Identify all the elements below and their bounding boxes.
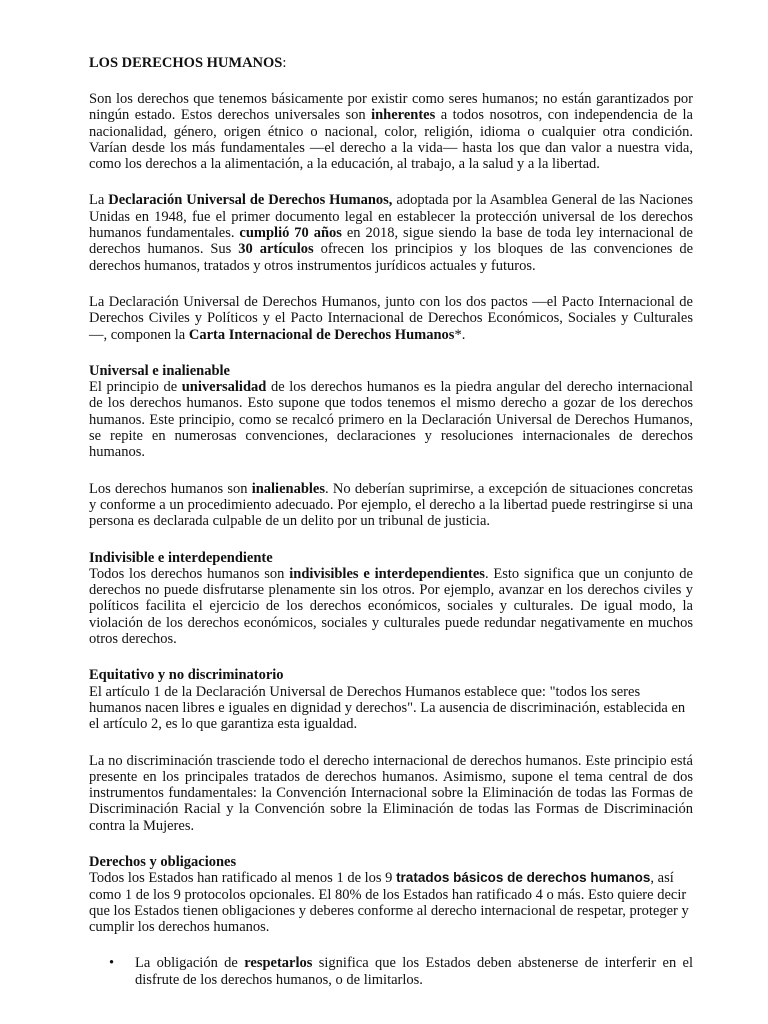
text-run: Todos los derechos humanos son — [89, 565, 290, 582]
text-run: La obligación de — [135, 955, 245, 972]
universal-paragraph-1 — [89, 379, 693, 460]
obligaciones-paragraph-1 — [89, 870, 693, 935]
section-heading: Equitativo y no discriminatorio — [89, 667, 284, 684]
bold-term: 30 artículos — [238, 241, 314, 258]
indivisible-paragraph-1 — [89, 566, 693, 647]
text-run: . Esto significa que un conjunto de derechos no puede disfrutarse plenamente sin los otros. Por ejemplo, avanzar en los derechos civiles y políticos facilita el ejercicio de los derechos económicos, sociales y culturales. De igual modo, la violación de los derechos económicos, sociales y culturales puede redundar negativamente en muchos otros derechos. — [89, 565, 693, 648]
section-heading: Indivisible e interdependiente — [89, 549, 273, 566]
text-run: significa que los Estados deben abstenerse de interferir en el disfrute de los derechos humanos, o de limitarlos. — [135, 955, 694, 988]
section-heading: Derechos y obligaciones — [89, 853, 237, 870]
bullet-icon: • — [109, 955, 115, 972]
equitativo-paragraph-2: La no discriminación trasciende todo el derecho internacional de derechos humanos. Este principio está presente en los principales tratados de derechos humanos. Asimismo, supone el tema central de dos instrumentos fundamentales: la Convención Internacional sobre la Eliminación de todas las Formas de Discriminación Racial y la Convención sobre la Eliminación de todas las Formas de Discriminación contra la Mujeres. — [89, 752, 693, 834]
bold-term: inherentes — [371, 107, 436, 124]
section-obligaciones — [89, 854, 693, 988]
text-run: . No deberían suprimirse, a excepción de situaciones concretas y conforme a un procedimiento adecuado. Por ejemplo, el derecho a la libertad puede restringirse si una persona es declarada culpable de un delito por un tribunal de justicia. — [89, 480, 693, 530]
bold-term: tratados básicos de derechos humanos — [396, 870, 651, 886]
text-run: Son los derechos que tenemos básicamente por existir como seres humanos; no están garantizados por ningún estado. Estos derechos universales son — [89, 91, 693, 124]
bold-term: inalienables — [251, 480, 326, 497]
text-run: , así como 1 de los 9 protocolos opcionales. El 80% de los Estados han ratificado 4 o más. Esto quiere decir que los Estados tienen obligaciones y deberes conforme al derecho internacional de respetar, proteger y cumplir los derechos humanos. — [89, 870, 689, 936]
text-run: ofrecen los principios y los bloques de las convenciones de derechos humanos, tratados y otros instrumentos jurídicos actuales y futuros. — [89, 241, 694, 274]
text-run: La Declaración Universal de Derechos Humanos, junto con los dos pactos —el Pacto Internacional de Derechos Civiles y Políticos y el Pacto Internacional de Derechos Económicos, Sociales y Culturales—, componen la — [89, 293, 693, 343]
bold-term: Declaración Universal de Derechos Humanos, — [108, 192, 393, 209]
text-run: La — [89, 192, 109, 209]
universal-paragraph-2 — [89, 481, 693, 530]
intro-paragraph-3 — [89, 294, 693, 343]
text-run: Todos los Estados han ratificado al menos 1 de los 9 — [89, 870, 397, 887]
text-run: de los derechos humanos es la piedra angular del derecho internacional de los derechos humanos. Esto supone que todos tenemos el mismo derecho a gozar de los derechos humanos. Este principio, como se recalcó primero en la Declaración Universal de Derechos Humanos, se repite en numerosas convenciones, declaraciones y resoluciones internacionales de derechos humanos. — [89, 379, 694, 461]
section-indivisible — [89, 550, 693, 648]
section-heading: Universal e inalienable — [89, 362, 230, 379]
bold-term: respetarlos — [244, 955, 313, 972]
section-equitativo — [89, 667, 693, 834]
text-run: *. — [454, 326, 466, 343]
list-item — [109, 955, 694, 988]
text-run: en 2018, sigue siendo la base de toda ley internacional de derechos humanos. Sus — [89, 225, 693, 258]
text-run: Los derechos humanos son — [89, 480, 252, 497]
equitativo-paragraph-1: El artículo 1 de la Declaración Universal de Derechos Humanos establece que: "todos los seres humanos nacen libres e iguales en dignidad y derechos". La ausencia de discriminación, establecida en el artículo 2, es lo que garantiza esta igualdad. — [89, 683, 686, 733]
bold-term: indivisibles e interdependientes — [289, 565, 485, 582]
text-run: a todos nosotros, con independencia de la nacionalidad, género, origen étnico o nacional, color, religión, idioma o cualquier otra condición. Varían desde los más fundamentales —el derecho a la vida— hasta los que dan valor a nuestra vida, como los derechos a la alimentación, a la educación, al trabajo, a la salud y a la libertad. — [89, 107, 693, 173]
title-text: LOS DERECHOS HUMANOS — [89, 55, 283, 71]
bold-term: universalidad — [181, 379, 267, 396]
text-run: El principio de — [89, 379, 182, 396]
intro-paragraph-1 — [89, 91, 693, 172]
title-colon: : — [282, 55, 287, 71]
section-universal — [89, 363, 693, 530]
bold-term: cumplió 70 años — [239, 225, 342, 242]
bold-term: Carta Internacional de Derechos Humanos — [188, 326, 455, 343]
intro-paragraph-2 — [89, 192, 693, 273]
document-title — [89, 55, 693, 71]
obligations-list — [89, 955, 693, 988]
text-run: adoptada por la Asamblea General de las Naciones Unidas en 1948, fue el primer documento legal en establecer la protección universal de los derechos humanos fundamentales. — [89, 192, 694, 242]
